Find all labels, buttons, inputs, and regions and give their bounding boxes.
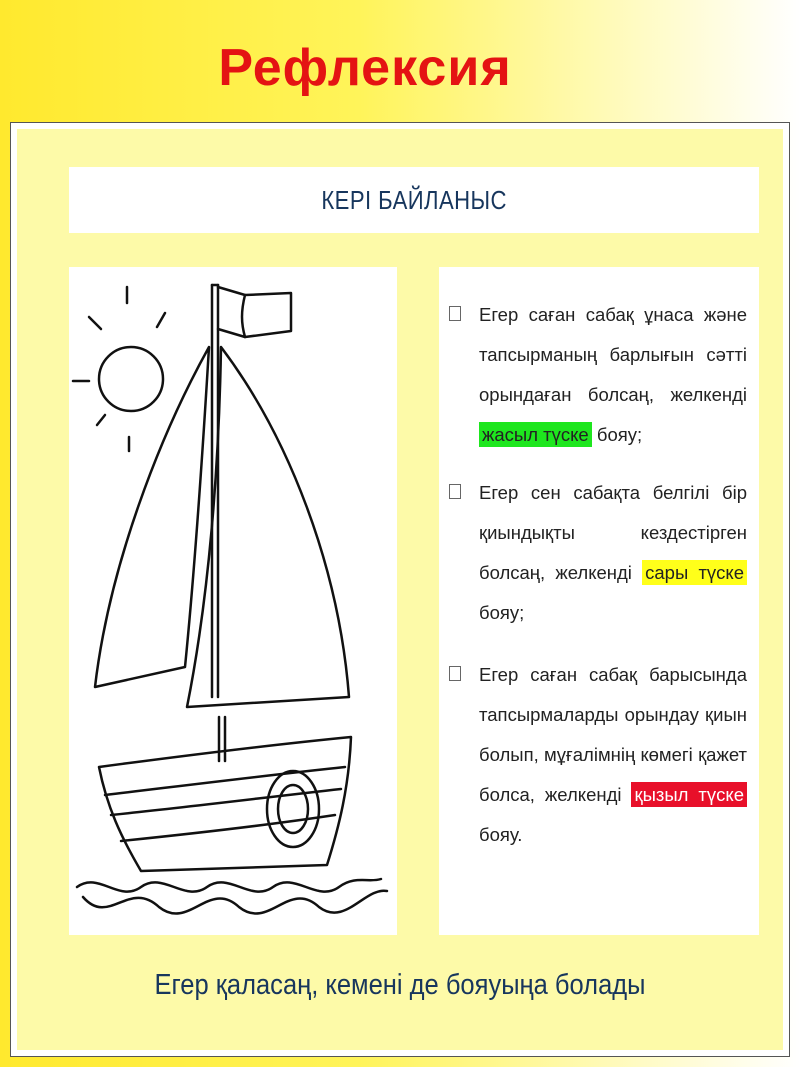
instruction-tail: бояу; bbox=[596, 424, 643, 445]
sailboat-picture bbox=[69, 267, 397, 935]
bullet-box-icon bbox=[449, 306, 461, 321]
instructions-box bbox=[439, 267, 759, 935]
flag-icon bbox=[218, 287, 291, 337]
bullet-box-icon bbox=[449, 484, 461, 499]
bullet-box-icon bbox=[449, 666, 461, 681]
sun-icon bbox=[99, 347, 163, 411]
instruction-red bbox=[479, 655, 747, 855]
sailboat-coloring-icon bbox=[69, 267, 397, 935]
highlight-red: қызыл түске bbox=[631, 782, 747, 807]
left-sail bbox=[95, 347, 209, 687]
instruction-text: Егер саған сабақ барысында тапсырмаларды орындау қиын болып, мұғалімнің көмегі қажет болса, желкенді bbox=[479, 664, 747, 805]
waves bbox=[77, 879, 381, 892]
header-title: КЕРІ БАЙЛАНЫС bbox=[321, 184, 507, 215]
instruction-text: Егер сен сабақта белгілі бір қиындықты кездестірген болсаң, желкенді bbox=[479, 482, 747, 583]
content-panel bbox=[17, 129, 783, 1050]
highlight-green: жасыл түске bbox=[479, 422, 592, 447]
instruction-text: Егер саған сабақ ұнаса және тапсырманың барлығын сәтті орындаған болсаң, желкенді bbox=[479, 304, 747, 405]
instruction-tail: бояу; bbox=[479, 602, 525, 623]
instruction-yellow bbox=[479, 473, 747, 633]
lifebuoy-icon bbox=[267, 771, 319, 847]
footer-text: Егер қаласаң, кемені де бояуыңа болады bbox=[154, 969, 646, 1001]
content-frame bbox=[10, 122, 790, 1057]
instruction-tail: бояу. bbox=[479, 824, 523, 845]
instruction-green bbox=[479, 295, 747, 455]
header-box bbox=[69, 167, 759, 233]
highlight-yellow: сары түске bbox=[642, 560, 747, 585]
slide-title: Рефлексия bbox=[218, 39, 512, 97]
